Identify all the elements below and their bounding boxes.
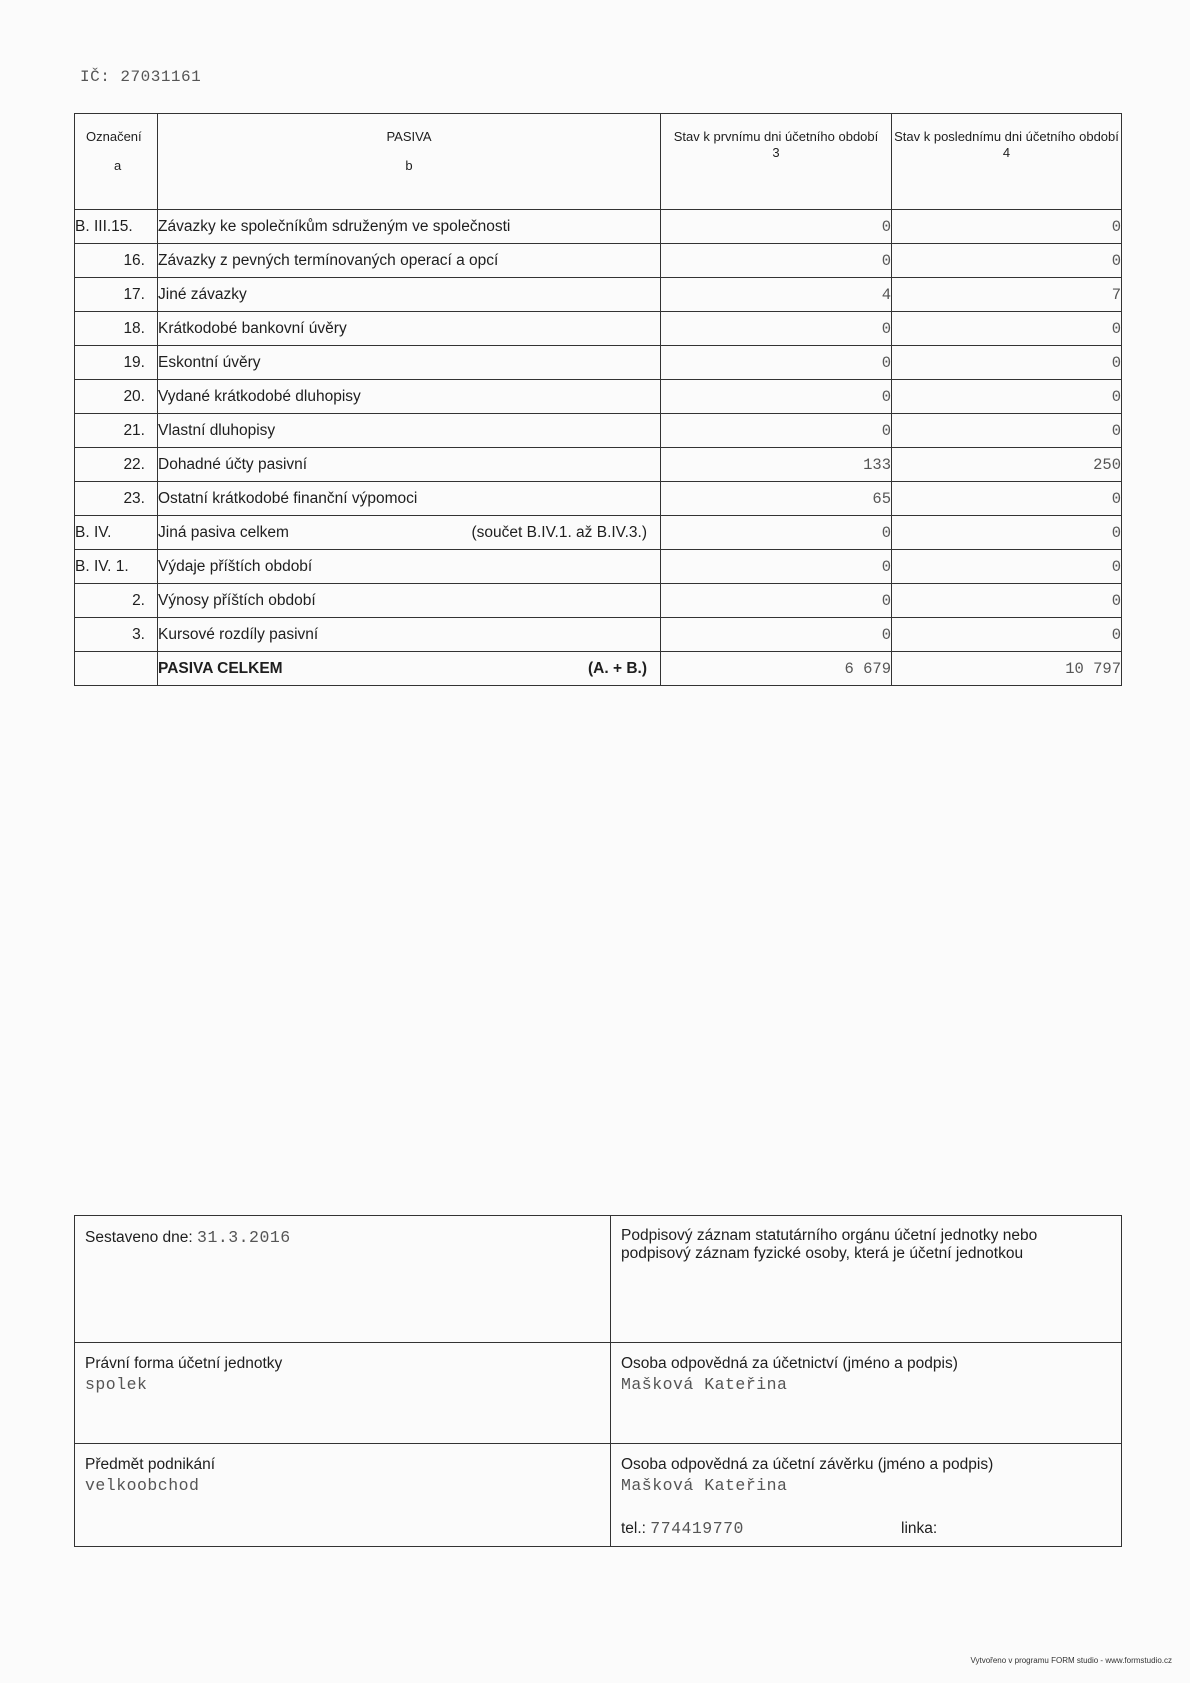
signature-row-2 (75, 1343, 1122, 1444)
table-header-row (75, 114, 1122, 210)
total-label: PASIVA CELKEM (158, 659, 283, 677)
row-value-col4: 0 (892, 346, 1122, 380)
row-value-col3: 0 (661, 550, 892, 584)
total-value-col4: 10 797 (892, 652, 1122, 686)
row-name (158, 210, 661, 244)
header-code (75, 114, 158, 210)
podpis-label: Podpisový záznam statutárního orgánu účetní jednotky nebo podpisový záznam fyzické osoby, která je účetní jednotkou (621, 1227, 1038, 1262)
pravni-forma-cell (75, 1343, 611, 1444)
row-value-col4: 0 (892, 244, 1122, 278)
row-value-col3: 4 (661, 278, 892, 312)
table-row (75, 414, 1122, 448)
row-label: Výdaje příštích období (158, 557, 313, 575)
row-name (158, 312, 661, 346)
zaverka-label: Osoba odpovědná za účetní závěrku (jméno a podpis) (621, 1456, 994, 1473)
row-label: Závazky z pevných termínovaných operací a opcí (158, 251, 499, 269)
row-code: 20. (75, 380, 158, 414)
row-value-col4: 0 (892, 312, 1122, 346)
header-col3-sub: 3 (772, 145, 780, 160)
row-name (158, 618, 661, 652)
total-note: (A. + B.) (588, 660, 647, 677)
row-value-col3: 0 (661, 210, 892, 244)
row-code: B. III.15. (75, 210, 158, 244)
row-label: Vydané krátkodobé dluhopisy (158, 387, 361, 405)
header-name (158, 114, 661, 210)
row-value-col4: 250 (892, 448, 1122, 482)
table-row (75, 448, 1122, 482)
row-code: 3. (75, 618, 158, 652)
row-name (158, 584, 661, 618)
table-row (75, 278, 1122, 312)
row-value-col3: 133 (661, 448, 892, 482)
row-name (158, 516, 661, 550)
row-code: 21. (75, 414, 158, 448)
ic-number: IČ: 27031161 (80, 68, 202, 86)
row-name (158, 346, 661, 380)
row-value-col4: 0 (892, 550, 1122, 584)
table-row (75, 584, 1122, 618)
row-name (158, 244, 661, 278)
header-col3 (661, 114, 892, 210)
total-value-col3: 6 679 (661, 652, 892, 686)
total-name (158, 652, 661, 686)
table-row (75, 244, 1122, 278)
table-row (75, 380, 1122, 414)
predmet-label: Předmět podnikání (85, 1456, 216, 1473)
row-value-col3: 0 (661, 380, 892, 414)
sestaveno-label: Sestaveno dne: (85, 1229, 193, 1246)
row-label: Závazky ke společníkům sdruženým ve společnosti (158, 217, 511, 235)
row-value-col3: 0 (661, 312, 892, 346)
header-col3-label: Stav k prvnímu dni účetního období (673, 129, 879, 144)
row-value-col4: 0 (892, 618, 1122, 652)
header-code-sub: a (114, 158, 122, 173)
ucetnictvi-cell (611, 1343, 1122, 1444)
table-row (75, 210, 1122, 244)
row-code: 16. (75, 244, 158, 278)
header-col4 (892, 114, 1122, 210)
footer-credit: Vytvořeno v programu FORM studio - www.formstudio.cz (970, 1656, 1172, 1665)
header-name-label: PASIVA (386, 129, 432, 144)
table-row (75, 482, 1122, 516)
linka-label: linka: (901, 1520, 938, 1537)
row-code: 22. (75, 448, 158, 482)
row-name (158, 278, 661, 312)
row-name (158, 380, 661, 414)
tel-value: 774419770 (650, 1519, 744, 1538)
row-value-col4: 0 (892, 516, 1122, 550)
row-name (158, 414, 661, 448)
row-label: Jiné závazky (158, 285, 247, 303)
row-name (158, 482, 661, 516)
row-label: Eskontní úvěry (158, 353, 261, 371)
header-code-label: Označení (86, 129, 142, 144)
row-label: Dohadné účty pasivní (158, 455, 308, 473)
sestaveno-value: 31.3.2016 (197, 1228, 291, 1247)
total-row (75, 652, 1122, 686)
row-name (158, 550, 661, 584)
row-value-col3: 0 (661, 618, 892, 652)
predmet-value: velkoobchod (85, 1476, 200, 1495)
signature-table (74, 1215, 1122, 1547)
row-value-col3: 0 (661, 346, 892, 380)
row-code: B. IV. 1. (75, 550, 158, 584)
table-row (75, 516, 1122, 550)
pravni-forma-label: Právní forma účetní jednotky (85, 1355, 283, 1372)
row-code: 23. (75, 482, 158, 516)
row-code: 17. (75, 278, 158, 312)
row-value-col4: 0 (892, 210, 1122, 244)
zaverka-value: Mašková Kateřina (621, 1476, 788, 1495)
table-row (75, 550, 1122, 584)
row-note: (součet B.IV.1. až B.IV.3.) (471, 524, 647, 541)
signature-row-3 (75, 1444, 1122, 1547)
row-value-col3: 0 (661, 516, 892, 550)
pravni-forma-value: spolek (85, 1375, 148, 1394)
row-value-col4: 0 (892, 380, 1122, 414)
row-label: Ostatní krátkodobé finanční výpomoci (158, 489, 418, 507)
ucetnictvi-label: Osoba odpovědná za účetnictví (jméno a podpis) (621, 1355, 958, 1372)
row-label: Vlastní dluhopisy (158, 421, 276, 439)
signature-row-1 (75, 1216, 1122, 1343)
row-name (158, 448, 661, 482)
table-row (75, 618, 1122, 652)
row-label: Výnosy příštích období (158, 591, 316, 609)
header-col4-sub: 4 (1002, 145, 1011, 160)
pasiva-table (74, 113, 1122, 686)
row-value-col4: 0 (892, 414, 1122, 448)
row-value-col3: 65 (661, 482, 892, 516)
row-value-col4: 7 (892, 278, 1122, 312)
tel-field (621, 1519, 931, 1538)
table-row (75, 346, 1122, 380)
zaverka-cell (611, 1444, 1122, 1547)
row-code: B. IV. (75, 516, 158, 550)
row-label: Jiná pasiva celkem (158, 523, 289, 541)
total-code (75, 652, 158, 686)
sestaveno-cell (75, 1216, 611, 1343)
row-label: Krátkodobé bankovní úvěry (158, 319, 347, 337)
ucetnictvi-value: Mašková Kateřina (621, 1375, 788, 1394)
row-code: 18. (75, 312, 158, 346)
row-value-col3: 0 (661, 244, 892, 278)
row-value-col4: 0 (892, 584, 1122, 618)
row-code: 19. (75, 346, 158, 380)
row-value-col4: 0 (892, 482, 1122, 516)
predmet-cell (75, 1444, 611, 1547)
table-body (75, 210, 1122, 652)
row-label: Kursové rozdíly pasivní (158, 625, 319, 643)
tel-label: tel.: (621, 1520, 646, 1537)
table-row (75, 312, 1122, 346)
row-value-col3: 0 (661, 584, 892, 618)
header-name-sub: b (405, 158, 413, 173)
row-code: 2. (75, 584, 158, 618)
row-value-col3: 0 (661, 414, 892, 448)
podpis-cell (611, 1216, 1122, 1343)
header-col4-label: Stav k poslednímu dni účetního období (894, 129, 1119, 144)
